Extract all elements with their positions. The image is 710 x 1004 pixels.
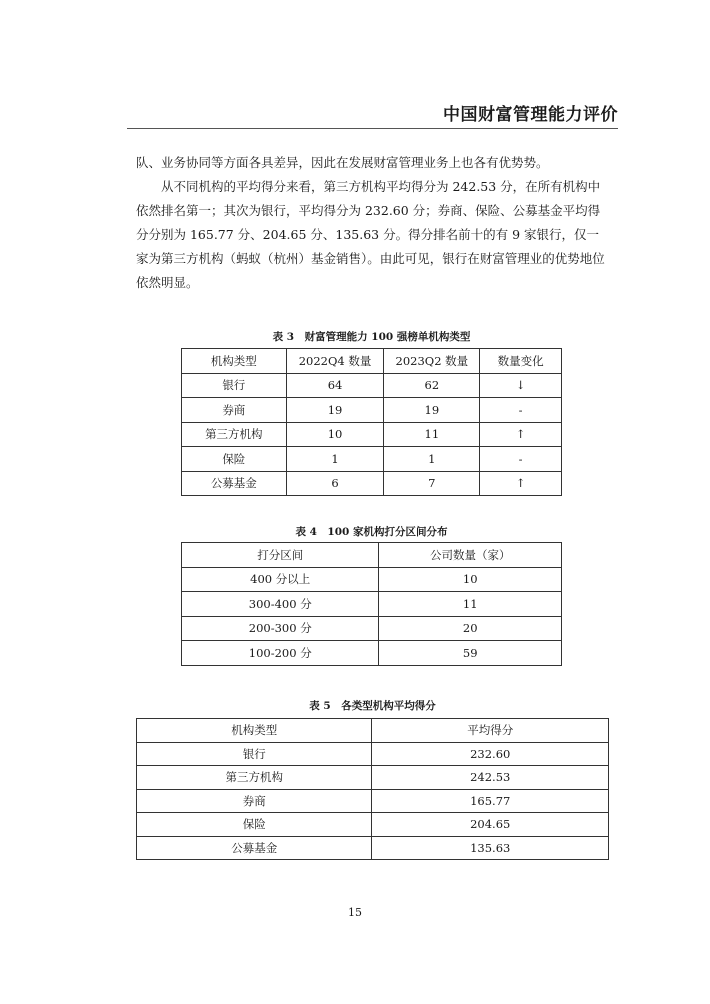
table-cell: 1 — [286, 447, 384, 472]
table-cell: 232.60 — [372, 742, 609, 766]
table-header-cell: 机构类型 — [182, 349, 287, 374]
table4 — [181, 542, 562, 666]
table-cell: 第三方机构 — [137, 766, 372, 790]
table-row — [182, 567, 562, 592]
table-cell: 第三方机构 — [182, 422, 287, 447]
table-row — [137, 836, 609, 860]
table-cell: 券商 — [182, 398, 287, 423]
paragraph-1: 队、业务协同等方面各具差异，因此在发展财富管理业务上也各有优势势。 — [136, 155, 549, 170]
table-cell: 62 — [384, 373, 480, 398]
table-row — [182, 447, 562, 472]
body-text — [136, 151, 610, 295]
table-cell: 1 — [384, 447, 480, 472]
table-cell: 银行 — [137, 742, 372, 766]
table-header-cell: 打分区间 — [182, 543, 379, 568]
table-cell: 204.65 — [372, 813, 609, 837]
table-cell: 200-300 分 — [182, 616, 379, 641]
table5 — [136, 718, 609, 860]
table-header-cell: 数量变化 — [480, 349, 562, 374]
table-cell: 10 — [379, 567, 562, 592]
table-cell: 300-400 分 — [182, 592, 379, 617]
table-row — [137, 789, 609, 813]
table-row — [137, 742, 609, 766]
table-row — [182, 373, 562, 398]
table-cell: ↑ — [480, 422, 562, 447]
paragraph-2: 从不同机构的平均得分来看，第三方机构平均得分为 242.53 分，在所有机构中依然排名第一；其次为银行，平均得分为 232.60 分；券商、保险、公募基金平均得分分别为 165.77 分、204.65 分、135.63 分。得分排名前十的有 9 家银行，仅一家为第三方机构（蚂蚁（杭州）基金销售）。由此可见，银行在财富管理业的优势地位依然明显。 — [136, 179, 605, 290]
table-header-cell: 公司数量（家） — [379, 543, 562, 568]
table-row — [137, 766, 609, 790]
table-cell: - — [480, 447, 562, 472]
header-rule — [127, 128, 618, 129]
table-row — [137, 813, 609, 837]
table-cell: 11 — [379, 592, 562, 617]
table-header-cell: 2023Q2 数量 — [384, 349, 480, 374]
table-header-cell: 2022Q4 数量 — [286, 349, 384, 374]
table-header-cell: 平均得分 — [372, 719, 609, 743]
table-cell: 20 — [379, 616, 562, 641]
header-title: 中国财富管理能力评价 — [443, 105, 618, 125]
table-cell: 135.63 — [372, 836, 609, 860]
table-cell: 64 — [286, 373, 384, 398]
table-cell: 100-200 分 — [182, 641, 379, 666]
table-row — [182, 471, 562, 496]
table-cell: 公募基金 — [182, 471, 287, 496]
table4-caption: 表 4 100 家机构打分区间分布 — [295, 526, 448, 538]
table-row — [182, 398, 562, 423]
table-row — [182, 616, 562, 641]
table-cell: 59 — [379, 641, 562, 666]
table-header-row — [182, 543, 562, 568]
table-header-row — [182, 349, 562, 374]
table5-caption: 表 5 各类型机构平均得分 — [309, 700, 436, 712]
table-header-row — [137, 719, 609, 743]
table-header-cell: 机构类型 — [137, 719, 372, 743]
table-cell: 19 — [286, 398, 384, 423]
table-cell: 242.53 — [372, 766, 609, 790]
table-cell: 券商 — [137, 789, 372, 813]
table-row — [182, 592, 562, 617]
table-row — [182, 641, 562, 666]
table-cell: 10 — [286, 422, 384, 447]
table-row — [182, 422, 562, 447]
table-cell: 400 分以上 — [182, 567, 379, 592]
table-cell: - — [480, 398, 562, 423]
table-cell: 银行 — [182, 373, 287, 398]
table-cell: 公募基金 — [137, 836, 372, 860]
table-cell: 7 — [384, 471, 480, 496]
page-number: 15 — [348, 906, 362, 919]
table-cell: 19 — [384, 398, 480, 423]
table-cell: 165.77 — [372, 789, 609, 813]
table-cell: 11 — [384, 422, 480, 447]
table-cell: 保险 — [137, 813, 372, 837]
table-cell: ↑ — [480, 471, 562, 496]
table3-caption: 表 3 财富管理能力 100 强榜单机构类型 — [272, 331, 471, 343]
table-cell: 6 — [286, 471, 384, 496]
table3 — [181, 348, 562, 496]
table-cell: ↓ — [480, 373, 562, 398]
table-cell: 保险 — [182, 447, 287, 472]
